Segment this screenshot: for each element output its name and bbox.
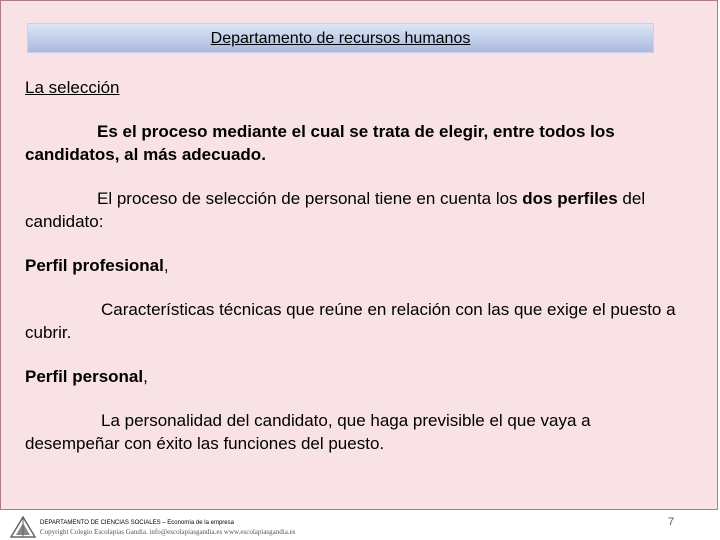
profiles-intro-text-end: del candidato: (25, 189, 646, 231)
personal-profile-title: Perfil personal (25, 367, 144, 386)
section-title: La selección (25, 78, 120, 97)
definition-paragraph: Es el proceso mediante el cual se trata de elegir, entre todos los candidatos, al más adecuado. (25, 122, 615, 164)
personal-profile-description: La personalidad del candidato, que haga previsible el que vaya a desempeñar con éxito las funciones del puesto. (25, 411, 591, 453)
personal-profile-heading (25, 365, 685, 388)
professional-profile-title: Perfil profesional (25, 256, 164, 275)
page-number: 7 (668, 516, 675, 528)
footer-copyright: Copyright Colegio Escolapias Gandia. info@escolapiasgandia.es www.escolapiasgandia.es (40, 528, 296, 536)
profiles-intro-paragraph (25, 187, 685, 233)
personal-profile-suffix: , (143, 367, 148, 386)
slide-content (25, 76, 685, 455)
title-bar (27, 23, 654, 53)
school-logo-icon (10, 516, 36, 538)
professional-profile-heading (25, 254, 685, 277)
footer-department: DEPARTAMENTO DE CIENCIAS SOCIALES – Economía de la empresa (40, 520, 234, 526)
page-title: Departamento de recursos humanos (210, 30, 471, 47)
profiles-intro-bold: dos perfiles (522, 189, 618, 208)
footer (0, 510, 720, 540)
professional-profile-suffix: , (163, 256, 169, 275)
professional-profile-description: Características técnicas que reúne en relación con las que exige el puesto a cubrir. (25, 300, 676, 342)
profiles-intro-text: El proceso de selección de personal tiene en cuenta los (97, 189, 523, 208)
